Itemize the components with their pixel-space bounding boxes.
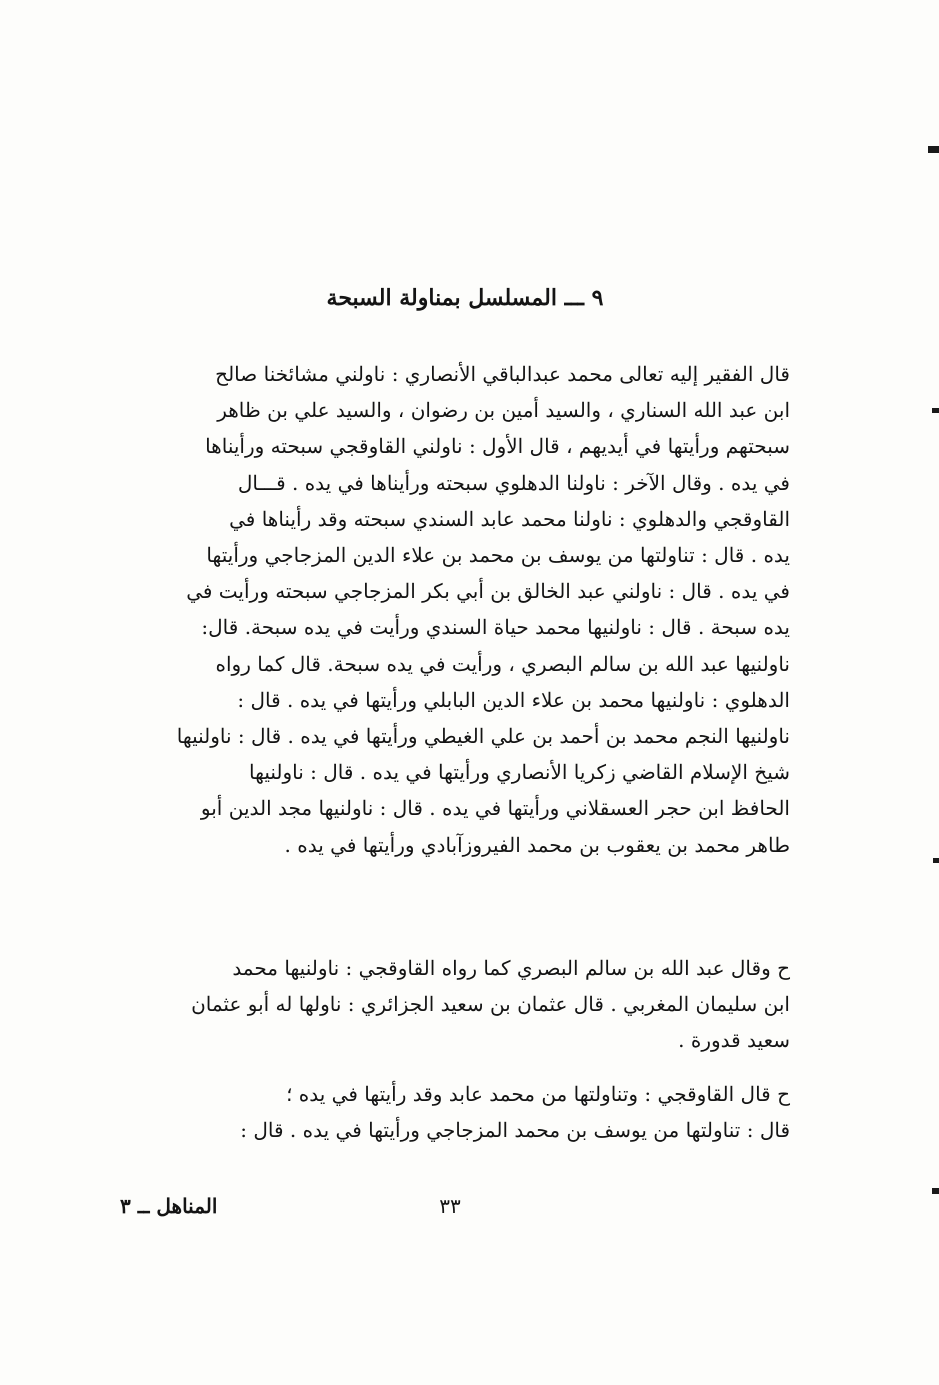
text-line: ح وقال عبد الله بن سالم البصري كما رواه القاوقجي : ناولنيها محمد [232,956,790,980]
text-line: في يده . وقال الآخر : ناولنا الدهلوي سبحته ورأيناها في يده . قـــال [237,470,790,495]
text-line: يده سبحة . قال : ناولنيها محمد حياة السندي ورأيت في يده سبحة. قال: [201,615,790,640]
second-paragraph [140,950,790,1059]
page-number: ٣٣ [439,1194,461,1218]
page-footer [100,1188,800,1224]
text-line: شيخ الإسلام القاضي زكريا الأنصاري ورأيتها في يده . قال : ناولنيها [249,760,790,785]
text-line: القاوقجي والدهلوي : ناولنا محمد عابد السندي سبحته وقد رأيناها في [229,506,790,531]
text-line: ح قال القاوقجي : وتناولتها من محمد عابد وقد رأيتها في يده ؛ [286,1082,790,1106]
text-line: سبحتهم ورأيتها في أيديهم ، قال الأول : ناولني القاوقجي سبحته ورأيناها [205,434,790,459]
running-footer-title: المناهل ــ ٣ [120,1194,218,1218]
section-heading: ٩ ـــ المسلسل بمناولة السبحة [326,285,604,311]
scan-edge-mark [933,858,939,863]
text-line: الدهلوي : ناولنيها محمد بن علاء الدين البابلي ورأيتها في يده . قال : [237,687,790,712]
main-paragraph [140,356,790,863]
text-line: في يده . قال : ناولني عبد الخالق بن أبي بكر المزجاجي سبحته ورأيت في [186,579,790,604]
scan-edge-mark [932,408,939,413]
text-line: طاهر محمد بن يعقوب بن محمد الفيروزآبادي ورأيتها في يده . [284,832,790,857]
text-line: الحافظ ابن حجر العسقلاني ورأيتها في يده . قال : ناولنيها مجد الدين أبو [200,796,790,821]
text-line: قال : تناولتها من يوسف بن محمد المزجاجي ورأيتها في يده . قال : [240,1118,790,1143]
text-line: ناولنيها النجم محمد بن أحمد بن علي الغيطي ورأيتها في يده . قال : ناولنيها [176,724,790,749]
text-line: قال الفقير إليه تعالى محمد عبدالباقي الأنصاري : ناولني مشائخنا صالح [215,362,790,386]
text-line: ناولنيها عبد الله بن سالم البصري ، ورأيت في يده سبحة. قال كما رواه [215,651,790,676]
third-paragraph [140,1076,790,1148]
scan-edge-mark [932,1188,939,1194]
text-line: سعيد قدورة . [678,1028,790,1053]
text-line: ابن عبد الله السناري ، والسيد أمين بن رضوان ، والسيد علي بن ظاهر [217,398,790,423]
text-line: يده . قال : تناولتها من يوسف بن محمد بن علاء الدين المزجاجي ورأيتها [206,543,790,568]
scan-edge-mark [928,146,939,153]
text-line: ابن سليمان المغربي . قال عثمان بن سعيد الجزائري : ناولها له أبو عثمان [191,992,790,1017]
